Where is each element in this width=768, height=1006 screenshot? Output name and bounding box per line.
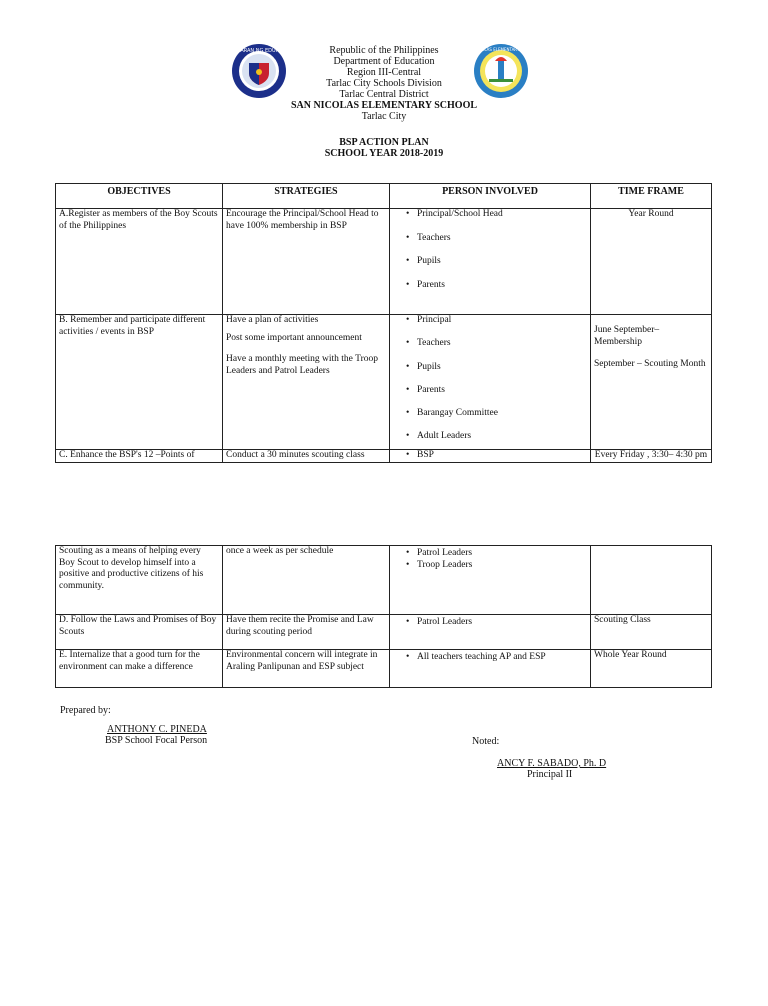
strategy-cell: Conduct a 30 minutes scouting class [223, 449, 390, 462]
header-line-1: Republic of the Philippines [329, 45, 439, 56]
person-item: • Pupils [417, 356, 587, 379]
person-item: • Principal [417, 309, 587, 332]
person-item: • Patrol Leaders [417, 617, 587, 629]
person-item: • Adult Leaders [417, 425, 587, 448]
time-cell: Whole Year Round [591, 650, 712, 688]
time-line: September – Scouting Month [594, 359, 706, 369]
strategy-cell: Environmental concern will integrate in Araling Panlipunan and ESP subject [223, 650, 390, 688]
person-item: • Patrol Leaders [417, 548, 587, 560]
action-plan-table [55, 183, 712, 463]
persons-cell [390, 650, 591, 688]
preparer-name: ANTHONY C. PINEDA [107, 724, 207, 735]
header-line-4: Tarlac City Schools Division [326, 78, 442, 89]
action-plan-table-continued [55, 545, 712, 688]
objective-cell: B. Remember and participate different activities / events in BSP [56, 315, 223, 450]
header-line-3: Region III-Central [346, 67, 422, 78]
persons-cell [390, 315, 591, 450]
col-strategies: STRATEGIES [223, 184, 390, 209]
strategy-line: Have a monthly meeting with the Troop Leaders and Patrol Leaders [226, 354, 378, 376]
table-row [56, 546, 712, 615]
person-item: • Teachers [417, 332, 587, 355]
strategy-cell: once a week as per schedule [223, 546, 390, 615]
time-cell: Every Friday , 3:30– 4:30 pm [591, 449, 712, 462]
person-item: • Teachers [417, 227, 587, 251]
strategy-cell: Have them recite the Promise and Law during scouting period [223, 615, 390, 650]
person-item: • Parents [417, 379, 587, 402]
person-item: • Pupils [417, 250, 587, 274]
seal-text: SAN NICOLAS ELEMENTARY SCHOOL [464, 47, 538, 52]
time-line: June September– Membership [594, 325, 660, 347]
persons-cell [390, 449, 591, 462]
time-cell: Scouting Class [591, 615, 712, 650]
objective-cell: E. Internalize that a good turn for the environment can make a difference [56, 650, 223, 688]
header-line-2: Department of Education [333, 56, 435, 67]
person-item: • Principal/School Head [417, 203, 587, 227]
strategy-cell [223, 315, 390, 450]
school-name: SAN NICOLAS ELEMENTARY SCHOOL [290, 100, 478, 111]
table-row [56, 615, 712, 650]
person-item: • All teachers teaching AP and ESP [417, 652, 587, 664]
noted-label: Noted: [472, 736, 500, 747]
document-title: BSP ACTION PLAN [339, 137, 429, 148]
col-objectives: OBJECTIVES [56, 184, 223, 209]
objective-cell: A.Register as members of the Boy Scouts of the Philippines [56, 209, 223, 315]
table-row [56, 315, 712, 450]
persons-cell [390, 615, 591, 650]
person-item: • Troop Leaders [417, 560, 587, 572]
strategy-line: Post some important announcement [226, 332, 362, 343]
person-item: • Parents [417, 274, 587, 298]
strategy-line: Have a plan of activities [226, 315, 319, 325]
school-city: Tarlac City [361, 111, 407, 122]
approver-name: ANCY F. SABADO, Ph. D [497, 758, 607, 769]
table-header-row [56, 184, 712, 209]
table-row [56, 650, 712, 688]
time-cell [591, 546, 712, 615]
school-year: SCHOOL YEAR 2018-2019 [324, 148, 444, 159]
preparer-title: BSP School Focal Person [105, 735, 208, 746]
person-item: • BSP [417, 450, 587, 462]
strategy-cell: Encourage the Principal/School Head to have 100% membership in BSP [223, 209, 390, 315]
prepared-by-label: Prepared by: [60, 705, 111, 716]
persons-cell [390, 209, 591, 315]
table-row [56, 449, 712, 462]
person-item: • Barangay Committee [417, 402, 587, 425]
objective-cell: D. Follow the Laws and Promises of Boy Scouts [56, 615, 223, 650]
table-row [56, 209, 712, 315]
header-line-5: Tarlac Central District [339, 89, 429, 100]
seal-text: KAGAWARAN NG EDUKASYON [222, 48, 296, 54]
approver-title: Principal II [527, 769, 573, 780]
objective-cell: C. Enhance the BSP's 12 –Points of [56, 449, 223, 462]
col-time-frame: TIME FRAME [591, 184, 712, 209]
persons-cell [390, 546, 591, 615]
objective-cell: Scouting as a means of helping every Boy Scout to develop himself into a positive and productive citizens of his community. [56, 546, 223, 615]
time-cell [591, 315, 712, 450]
col-person-involved: PERSON INVOLVED [390, 184, 591, 209]
time-cell: Year Round [591, 209, 712, 315]
